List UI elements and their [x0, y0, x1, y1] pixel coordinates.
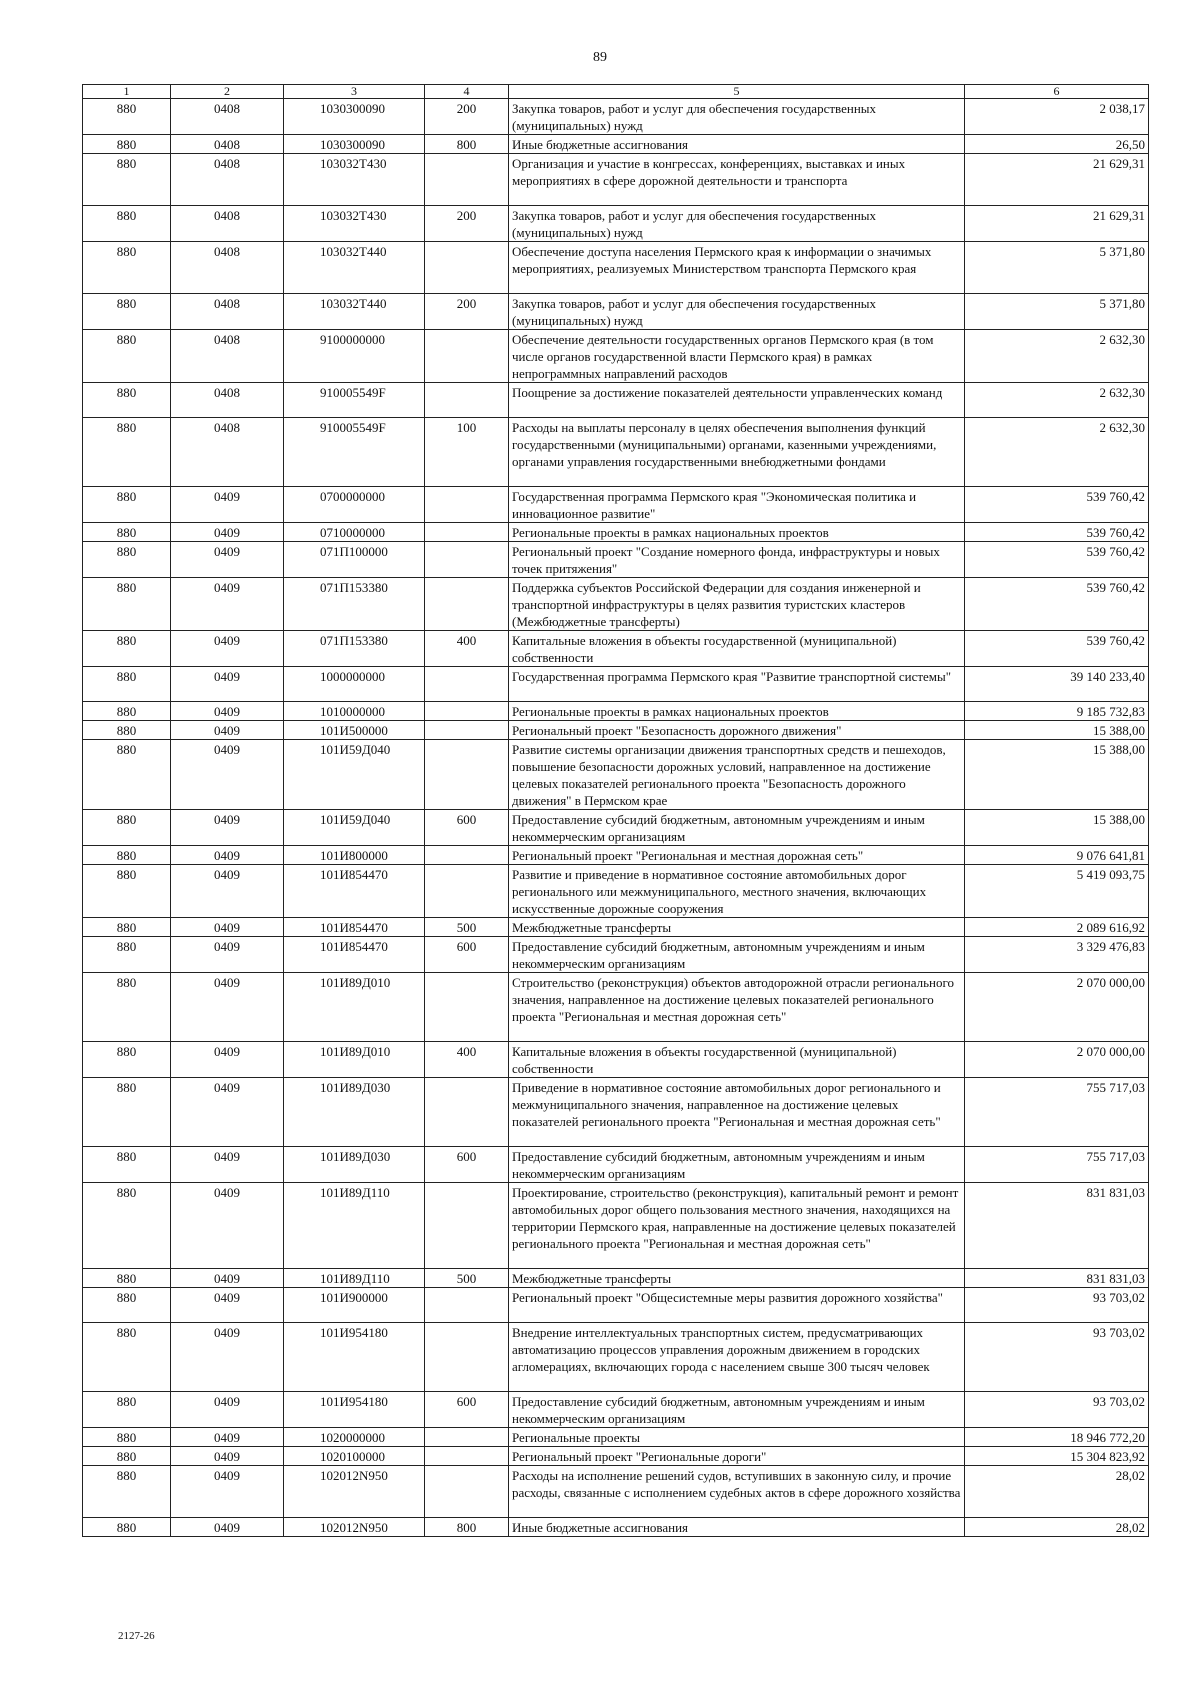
amount-cell: 15 388,00	[965, 810, 1149, 846]
admin-code-cell: 880	[83, 1042, 171, 1078]
expense-type-cell: 800	[425, 135, 509, 154]
expense-type-cell	[425, 846, 509, 865]
description-cell: Межбюджетные трансферты	[509, 1269, 965, 1288]
section-code-cell: 0409	[171, 702, 284, 721]
amount-cell: 2 070 000,00	[965, 973, 1149, 1042]
description-cell: Региональный проект "Региональные дороги"	[509, 1447, 965, 1466]
amount-cell: 5 371,80	[965, 294, 1149, 330]
admin-code-cell: 880	[83, 740, 171, 810]
target-article-cell: 1030300090	[284, 135, 425, 154]
amount-cell: 831 831,03	[965, 1183, 1149, 1269]
admin-code-cell: 880	[83, 1447, 171, 1466]
expense-type-cell	[425, 1428, 509, 1447]
expense-type-cell: 600	[425, 937, 509, 973]
amount-cell: 2 089 616,92	[965, 918, 1149, 937]
target-article-cell: 9100000000	[284, 330, 425, 383]
expense-type-cell	[425, 242, 509, 294]
description-cell: Поддержка субъектов Российской Федерации для создания инженерной и транспортной инфраструктуры в целях развития туристских кластеров (Межбюджетные трансферты)	[509, 578, 965, 631]
description-cell: Развитие и приведение в нормативное состояние автомобильных дорог регионального или межмуниципального, местного значения, включающих искусственные дорожные сооружения	[509, 865, 965, 918]
table-row	[83, 242, 1149, 294]
amount-cell: 3 329 476,83	[965, 937, 1149, 973]
description-cell: Региональный проект "Общесистемные меры развития дорожного хозяйства"	[509, 1288, 965, 1323]
expense-type-cell	[425, 740, 509, 810]
section-code-cell: 0408	[171, 294, 284, 330]
table-row	[83, 846, 1149, 865]
expense-type-cell	[425, 1466, 509, 1518]
description-cell: Строительство (реконструкция) объектов автодорожной отрасли регионального значения, направленное на достижение целевых показателей регионального проекта "Региональная и местная дорожная сеть"	[509, 973, 965, 1042]
section-code-cell: 0409	[171, 487, 284, 523]
amount-cell: 93 703,02	[965, 1288, 1149, 1323]
section-code-cell: 0408	[171, 135, 284, 154]
admin-code-cell: 880	[83, 1183, 171, 1269]
section-code-cell: 0409	[171, 523, 284, 542]
description-cell: Региональные проекты в рамках национальных проектов	[509, 702, 965, 721]
expense-type-cell: 100	[425, 418, 509, 487]
amount-cell: 93 703,02	[965, 1323, 1149, 1392]
column-header: 6	[965, 85, 1149, 99]
target-article-cell: 101И854470	[284, 865, 425, 918]
description-cell: Закупка товаров, работ и услуг для обеспечения государственных (муниципальных) нужд	[509, 99, 965, 135]
expense-type-cell	[425, 721, 509, 740]
amount-cell: 2 070 000,00	[965, 1042, 1149, 1078]
amount-cell: 28,02	[965, 1518, 1149, 1537]
admin-code-cell: 880	[83, 937, 171, 973]
section-code-cell: 0409	[171, 810, 284, 846]
target-article-cell: 103032Т440	[284, 242, 425, 294]
target-article-cell: 101И89Д010	[284, 1042, 425, 1078]
description-cell: Обеспечение доступа населения Пермского края к информации о значимых мероприятиях, реализуемых Министерством транспорта Пермского края	[509, 242, 965, 294]
table-row	[83, 1392, 1149, 1428]
admin-code-cell: 880	[83, 487, 171, 523]
amount-cell: 18 946 772,20	[965, 1428, 1149, 1447]
target-article-cell: 101И89Д110	[284, 1183, 425, 1269]
amount-cell: 2 632,30	[965, 383, 1149, 418]
target-article-cell: 101И59Д040	[284, 810, 425, 846]
section-code-cell: 0408	[171, 99, 284, 135]
admin-code-cell: 880	[83, 294, 171, 330]
table-row	[83, 1288, 1149, 1323]
admin-code-cell: 880	[83, 418, 171, 487]
expense-type-cell	[425, 578, 509, 631]
table-row	[83, 383, 1149, 418]
table-row	[83, 865, 1149, 918]
description-cell: Региональный проект "Безопасность дорожного движения"	[509, 721, 965, 740]
amount-cell: 28,02	[965, 1466, 1149, 1518]
description-cell: Государственная программа Пермского края "Экономическая политика и инновационное развитие"	[509, 487, 965, 523]
amount-cell: 21 629,31	[965, 154, 1149, 206]
table-row	[83, 721, 1149, 740]
admin-code-cell: 880	[83, 721, 171, 740]
expense-type-cell	[425, 383, 509, 418]
target-article-cell: 071П153380	[284, 631, 425, 667]
amount-cell: 9 185 732,83	[965, 702, 1149, 721]
target-article-cell: 1000000000	[284, 667, 425, 702]
budget-table	[82, 84, 1149, 1537]
amount-cell: 93 703,02	[965, 1392, 1149, 1428]
section-code-cell: 0409	[171, 1518, 284, 1537]
admin-code-cell: 880	[83, 865, 171, 918]
expense-type-cell	[425, 1447, 509, 1466]
target-article-cell: 0710000000	[284, 523, 425, 542]
table-row	[83, 135, 1149, 154]
section-code-cell: 0409	[171, 918, 284, 937]
section-code-cell: 0409	[171, 542, 284, 578]
description-cell: Предоставление субсидий бюджетным, автономным учреждениям и иным некоммерческим организациям	[509, 937, 965, 973]
section-code-cell: 0408	[171, 206, 284, 242]
description-cell: Предоставление субсидий бюджетным, автономным учреждениям и иным некоммерческим организациям	[509, 1392, 965, 1428]
admin-code-cell: 880	[83, 154, 171, 206]
section-code-cell: 0408	[171, 330, 284, 383]
description-cell: Развитие системы организации движения транспортных средств и пешеходов, повышение безопасности дорожных условий, направленное на достижение целевых показателей регионального проекта "Безопасность дорожного движения" в Пермском крае	[509, 740, 965, 810]
expense-type-cell	[425, 523, 509, 542]
target-article-cell: 101И89Д030	[284, 1078, 425, 1147]
target-article-cell: 103032Т430	[284, 154, 425, 206]
target-article-cell: 101И900000	[284, 1288, 425, 1323]
description-cell: Расходы на выплаты персоналу в целях обеспечения выполнения функций государственными (муниципальными) органами, казенными учреждениями, органами управления государственными внебюджетными фондами	[509, 418, 965, 487]
table-row	[83, 810, 1149, 846]
amount-cell: 539 760,42	[965, 542, 1149, 578]
section-code-cell: 0409	[171, 1078, 284, 1147]
table-row	[83, 1428, 1149, 1447]
table-row	[83, 1518, 1149, 1537]
amount-cell: 831 831,03	[965, 1269, 1149, 1288]
section-code-cell: 0409	[171, 973, 284, 1042]
table-row	[83, 973, 1149, 1042]
section-code-cell: 0408	[171, 242, 284, 294]
amount-cell: 5 419 093,75	[965, 865, 1149, 918]
section-code-cell: 0409	[171, 865, 284, 918]
section-code-cell: 0409	[171, 740, 284, 810]
target-article-cell: 101И59Д040	[284, 740, 425, 810]
table-row	[83, 1466, 1149, 1518]
expense-type-cell: 600	[425, 1392, 509, 1428]
admin-code-cell: 880	[83, 1428, 171, 1447]
target-article-cell: 1010000000	[284, 702, 425, 721]
admin-code-cell: 880	[83, 242, 171, 294]
page-number: 89	[593, 50, 607, 65]
admin-code-cell: 880	[83, 383, 171, 418]
amount-cell: 539 760,42	[965, 523, 1149, 542]
expense-type-cell: 200	[425, 294, 509, 330]
expense-type-cell	[425, 702, 509, 721]
description-cell: Государственная программа Пермского края "Развитие транспортной системы"	[509, 667, 965, 702]
section-code-cell: 0408	[171, 383, 284, 418]
section-code-cell: 0409	[171, 1288, 284, 1323]
expense-type-cell: 800	[425, 1518, 509, 1537]
description-cell: Региональные проекты	[509, 1428, 965, 1447]
amount-cell: 755 717,03	[965, 1078, 1149, 1147]
table-row	[83, 523, 1149, 542]
amount-cell: 2 632,30	[965, 418, 1149, 487]
expense-type-cell	[425, 154, 509, 206]
table-row	[83, 99, 1149, 135]
admin-code-cell: 880	[83, 578, 171, 631]
target-article-cell: 102012N950	[284, 1518, 425, 1537]
table-row	[83, 330, 1149, 383]
expense-type-cell: 200	[425, 99, 509, 135]
expense-type-cell: 600	[425, 1147, 509, 1183]
table-row	[83, 294, 1149, 330]
document-code: 2127-26	[118, 1630, 155, 1642]
table-row	[83, 918, 1149, 937]
section-code-cell: 0409	[171, 1147, 284, 1183]
admin-code-cell: 880	[83, 206, 171, 242]
target-article-cell: 101И89Д010	[284, 973, 425, 1042]
description-cell: Закупка товаров, работ и услуг для обеспечения государственных (муниципальных) нужд	[509, 206, 965, 242]
expense-type-cell	[425, 542, 509, 578]
section-code-cell: 0409	[171, 1392, 284, 1428]
column-header: 4	[425, 85, 509, 99]
column-header: 2	[171, 85, 284, 99]
admin-code-cell: 880	[83, 631, 171, 667]
target-article-cell: 101И854470	[284, 918, 425, 937]
description-cell: Капитальные вложения в объекты государственной (муниципальной) собственности	[509, 631, 965, 667]
description-cell: Капитальные вложения в объекты государственной (муниципальной) собственности	[509, 1042, 965, 1078]
amount-cell: 755 717,03	[965, 1147, 1149, 1183]
admin-code-cell: 880	[83, 542, 171, 578]
target-article-cell: 101И89Д030	[284, 1147, 425, 1183]
table-row	[83, 1269, 1149, 1288]
table-row	[83, 418, 1149, 487]
section-code-cell: 0408	[171, 154, 284, 206]
expense-type-cell: 500	[425, 918, 509, 937]
target-article-cell: 103032Т430	[284, 206, 425, 242]
section-code-cell: 0409	[171, 846, 284, 865]
description-cell: Организация и участие в конгрессах, конференциях, выставках и иных мероприятиях в сфере дорожной деятельности и транспорта	[509, 154, 965, 206]
amount-cell: 2 632,30	[965, 330, 1149, 383]
admin-code-cell: 880	[83, 1147, 171, 1183]
admin-code-cell: 880	[83, 330, 171, 383]
target-article-cell: 101И800000	[284, 846, 425, 865]
section-code-cell: 0409	[171, 1447, 284, 1466]
admin-code-cell: 880	[83, 135, 171, 154]
table-row	[83, 578, 1149, 631]
admin-code-cell: 880	[83, 1518, 171, 1537]
expense-type-cell	[425, 973, 509, 1042]
expense-type-cell: 500	[425, 1269, 509, 1288]
description-cell: Иные бюджетные ассигнования	[509, 1518, 965, 1537]
target-article-cell: 101И500000	[284, 721, 425, 740]
description-cell: Расходы на исполнение решений судов, вступивших в законную силу, и прочие расходы, связанные с исполнением судебных актов в сфере дорожного хозяйства	[509, 1466, 965, 1518]
expense-type-cell	[425, 1288, 509, 1323]
table-row	[83, 1078, 1149, 1147]
expense-type-cell: 200	[425, 206, 509, 242]
table-row	[83, 937, 1149, 973]
admin-code-cell: 880	[83, 1078, 171, 1147]
amount-cell: 39 140 233,40	[965, 667, 1149, 702]
description-cell: Предоставление субсидий бюджетным, автономным учреждениям и иным некоммерческим организациям	[509, 1147, 965, 1183]
description-cell: Проектирование, строительство (реконструкция), капитальный ремонт и ремонт автомобильных дорог общего пользования местного значения, находящихся на территории Пермского края, направленные на достижение целевых показателей регионального проекта "Региональная и местная дорожная сеть"	[509, 1183, 965, 1269]
amount-cell: 15 388,00	[965, 721, 1149, 740]
table-row	[83, 206, 1149, 242]
section-code-cell: 0408	[171, 418, 284, 487]
description-cell: Обеспечение деятельности государственных органов Пермского края (в том числе органов государственной власти Пермского края) в рамках непрограммных направлений расходов	[509, 330, 965, 383]
amount-cell: 539 760,42	[965, 631, 1149, 667]
description-cell: Поощрение за достижение показателей деятельности управленческих команд	[509, 383, 965, 418]
table-row	[83, 154, 1149, 206]
section-code-cell: 0409	[171, 1269, 284, 1288]
target-article-cell: 103032Т440	[284, 294, 425, 330]
admin-code-cell: 880	[83, 99, 171, 135]
admin-code-cell: 880	[83, 1269, 171, 1288]
section-code-cell: 0409	[171, 631, 284, 667]
section-code-cell: 0409	[171, 667, 284, 702]
target-article-cell: 101И854470	[284, 937, 425, 973]
section-code-cell: 0409	[171, 578, 284, 631]
amount-cell: 26,50	[965, 135, 1149, 154]
admin-code-cell: 880	[83, 918, 171, 937]
target-article-cell: 910005549F	[284, 418, 425, 487]
target-article-cell: 1020000000	[284, 1428, 425, 1447]
expense-type-cell	[425, 487, 509, 523]
target-article-cell: 071П153380	[284, 578, 425, 631]
table-header-row	[83, 85, 1149, 99]
target-article-cell: 0700000000	[284, 487, 425, 523]
description-cell: Региональный проект "Создание номерного фонда, инфраструктуры и новых точек притяжения"	[509, 542, 965, 578]
admin-code-cell: 880	[83, 1392, 171, 1428]
expense-type-cell	[425, 865, 509, 918]
section-code-cell: 0409	[171, 1042, 284, 1078]
amount-cell: 15 304 823,92	[965, 1447, 1149, 1466]
admin-code-cell: 880	[83, 846, 171, 865]
table-row	[83, 487, 1149, 523]
description-cell: Закупка товаров, работ и услуг для обеспечения государственных (муниципальных) нужд	[509, 294, 965, 330]
target-article-cell: 910005549F	[284, 383, 425, 418]
amount-cell: 539 760,42	[965, 578, 1149, 631]
amount-cell: 5 371,80	[965, 242, 1149, 294]
expense-type-cell: 600	[425, 810, 509, 846]
table-row	[83, 1042, 1149, 1078]
expense-type-cell	[425, 1323, 509, 1392]
column-header: 5	[509, 85, 965, 99]
target-article-cell: 071П100000	[284, 542, 425, 578]
description-cell: Внедрение интеллектуальных транспортных систем, предусматривающих автоматизацию процессов управления дорожным движением в городских агломерациях, включающих города с населением свыше 300 тысяч человек	[509, 1323, 965, 1392]
description-cell: Межбюджетные трансферты	[509, 918, 965, 937]
target-article-cell: 1020100000	[284, 1447, 425, 1466]
expense-type-cell: 400	[425, 631, 509, 667]
expense-type-cell	[425, 667, 509, 702]
section-code-cell: 0409	[171, 1183, 284, 1269]
column-header: 3	[284, 85, 425, 99]
admin-code-cell: 880	[83, 1466, 171, 1518]
table-row	[83, 1323, 1149, 1392]
target-article-cell: 102012N950	[284, 1466, 425, 1518]
section-code-cell: 0409	[171, 1428, 284, 1447]
column-header: 1	[83, 85, 171, 99]
amount-cell: 2 038,17	[965, 99, 1149, 135]
table-row	[83, 667, 1149, 702]
table-row	[83, 1147, 1149, 1183]
table-row	[83, 542, 1149, 578]
section-code-cell: 0409	[171, 1323, 284, 1392]
amount-cell: 21 629,31	[965, 206, 1149, 242]
admin-code-cell: 880	[83, 1323, 171, 1392]
description-cell: Региональный проект "Региональная и местная дорожная сеть"	[509, 846, 965, 865]
admin-code-cell: 880	[83, 1288, 171, 1323]
expense-type-cell	[425, 1078, 509, 1147]
table-row	[83, 631, 1149, 667]
amount-cell: 15 388,00	[965, 740, 1149, 810]
description-cell: Приведение в нормативное состояние автомобильных дорог регионального и межмуниципального значения, направленное на достижение целевых показателей регионального проекта "Региональная и местная дорожная сеть"	[509, 1078, 965, 1147]
table-row	[83, 1183, 1149, 1269]
description-cell: Иные бюджетные ассигнования	[509, 135, 965, 154]
target-article-cell: 101И954180	[284, 1392, 425, 1428]
target-article-cell: 101И954180	[284, 1323, 425, 1392]
table-row	[83, 702, 1149, 721]
amount-cell: 9 076 641,81	[965, 846, 1149, 865]
description-cell: Региональные проекты в рамках национальных проектов	[509, 523, 965, 542]
admin-code-cell: 880	[83, 973, 171, 1042]
expense-type-cell	[425, 330, 509, 383]
expense-type-cell	[425, 1183, 509, 1269]
admin-code-cell: 880	[83, 702, 171, 721]
section-code-cell: 0409	[171, 1466, 284, 1518]
target-article-cell: 101И89Д110	[284, 1269, 425, 1288]
expense-type-cell: 400	[425, 1042, 509, 1078]
description-cell: Предоставление субсидий бюджетным, автономным учреждениям и иным некоммерческим организациям	[509, 810, 965, 846]
admin-code-cell: 880	[83, 523, 171, 542]
table-row	[83, 740, 1149, 810]
admin-code-cell: 880	[83, 810, 171, 846]
section-code-cell: 0409	[171, 937, 284, 973]
amount-cell: 539 760,42	[965, 487, 1149, 523]
admin-code-cell: 880	[83, 667, 171, 702]
section-code-cell: 0409	[171, 721, 284, 740]
target-article-cell: 1030300090	[284, 99, 425, 135]
table-row	[83, 1447, 1149, 1466]
